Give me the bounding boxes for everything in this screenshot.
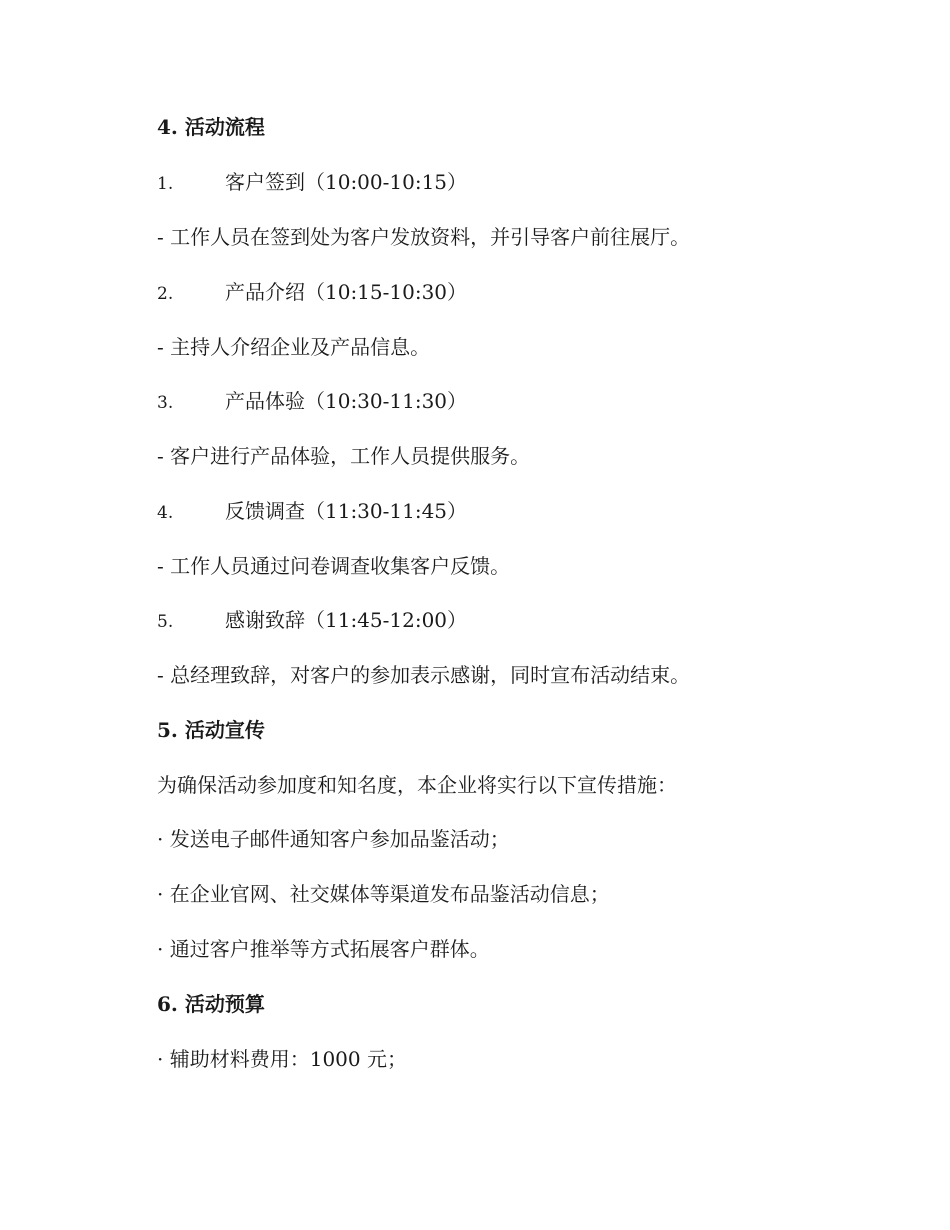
step-number: 4. [157, 503, 174, 523]
step-title: 反馈调查（11:30-11:45） [225, 499, 468, 523]
step-number: 2. [157, 284, 174, 304]
step-number: 5. [157, 612, 174, 632]
promotion-bullet-1: · 发送电子邮件通知客户参加品鉴活动； [157, 827, 510, 851]
section-heading-activity-flow: 4. 活动流程 [157, 115, 265, 139]
step-item-3 [157, 388, 467, 416]
step-detail-3: - 客户进行产品体验，工作人员提供服务。 [157, 444, 531, 468]
step-detail-4: - 工作人员通过问卷调查收集客户反馈。 [157, 554, 511, 578]
step-title: 产品体验（10:30-11:30） [225, 389, 468, 413]
step-title: 产品介绍（10:15-10:30） [225, 280, 468, 304]
step-title: 感谢致辞（11:45-12:00） [225, 608, 468, 632]
step-item-4 [157, 498, 467, 526]
section-heading-budget: 6. 活动预算 [157, 992, 265, 1016]
step-title: 客户签到（10:00-10:15） [225, 170, 468, 194]
step-detail-5: - 总经理致辞，对客户的参加表示感谢，同时宣布活动结束。 [157, 663, 691, 687]
step-detail-1: - 工作人员在签到处为客户发放资料，并引导客户前往展厅。 [157, 225, 691, 249]
step-number: 3. [157, 393, 174, 413]
step-detail-2: - 主持人介绍企业及产品信息。 [157, 335, 431, 359]
promotion-intro: 为确保活动参加度和知名度，本企业将实行以下宣传措施： [157, 773, 677, 797]
step-item-2 [157, 279, 467, 307]
promotion-bullet-3: · 通过客户推举等方式拓展客户群体。 [157, 937, 490, 961]
promotion-bullet-2: · 在企业官网、社交媒体等渠道发布品鉴活动信息； [157, 882, 610, 906]
step-number: 1. [157, 174, 174, 194]
budget-bullet-1: · 辅助材料费用：1000 元； [157, 1047, 407, 1071]
step-item-5 [157, 607, 467, 635]
step-item-1 [157, 169, 467, 197]
section-heading-promotion: 5. 活动宣传 [157, 718, 265, 742]
